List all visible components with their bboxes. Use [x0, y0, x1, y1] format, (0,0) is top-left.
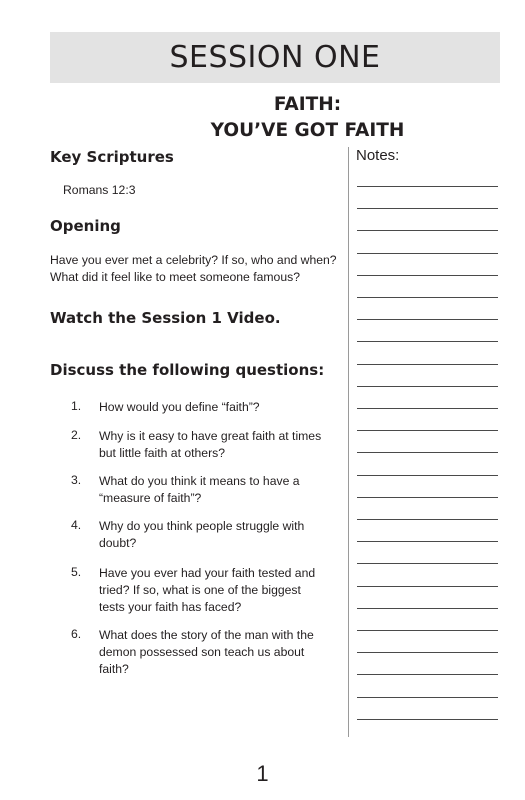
question-text-line: “measure of faith”? — [99, 491, 202, 505]
question-text-line: but little faith at others? — [99, 446, 226, 460]
question-text-line: doubt? — [99, 536, 137, 550]
question-number: 4. — [71, 518, 82, 532]
note-writing-line — [357, 719, 498, 720]
opening-text-line-2: What did it feel like to meet someone famous? — [50, 270, 300, 284]
session-title: SESSION ONE — [169, 40, 381, 75]
lesson-title-line-2: YOU’VE GOT FAITH — [210, 120, 405, 141]
note-writing-line — [357, 652, 498, 653]
note-writing-line — [357, 519, 498, 520]
note-writing-line — [357, 475, 498, 476]
scripture-reference: Romans 12:3 — [63, 183, 136, 197]
key-scriptures-heading: Key Scriptures — [50, 148, 174, 166]
note-writing-line — [357, 541, 498, 542]
note-writing-line — [357, 275, 498, 276]
note-writing-line — [357, 186, 498, 187]
note-writing-line — [357, 253, 498, 254]
question-text — [99, 473, 349, 507]
note-writing-line — [357, 319, 498, 320]
question-text-line: What do you think it means to have a — [99, 474, 300, 488]
lesson-title-line-1: FAITH: — [273, 94, 342, 115]
note-writing-line — [357, 630, 498, 631]
note-writing-line — [357, 430, 498, 431]
note-writing-line — [357, 208, 498, 209]
note-writing-line — [357, 386, 498, 387]
question-number: 5. — [71, 565, 82, 579]
note-writing-line — [357, 563, 498, 564]
question-text-line: tried? If so, what is one of the biggest — [99, 583, 301, 597]
column-divider — [348, 147, 349, 737]
question-text — [99, 518, 349, 552]
question-text — [99, 627, 349, 678]
question-text — [99, 399, 349, 416]
question-text-line: Have you ever had your faith tested and — [99, 566, 316, 580]
note-writing-line — [357, 586, 498, 587]
notes-label: Notes: — [356, 147, 400, 164]
question-number: 2. — [71, 428, 82, 442]
opening-text-line-1: Have you ever met a celebrity? If so, who and when? — [50, 253, 337, 267]
question-text — [99, 565, 349, 616]
note-writing-line — [357, 497, 498, 498]
discuss-heading: Discuss the following questions: — [50, 361, 325, 379]
opening-heading: Opening — [50, 217, 121, 235]
note-writing-line — [357, 341, 498, 342]
note-writing-line — [357, 697, 498, 698]
question-text-line: tests your faith has faced? — [99, 600, 242, 614]
page-number: 1 — [256, 761, 269, 786]
question-text-line: faith? — [99, 662, 129, 676]
question-number: 1. — [71, 399, 82, 413]
question-number: 3. — [71, 473, 82, 487]
question-text-line: How would you define “faith”? — [99, 400, 260, 414]
question-text-line: Why do you think people struggle with — [99, 519, 305, 533]
question-text-line: Why is it easy to have great faith at times — [99, 429, 322, 443]
question-text — [99, 428, 349, 462]
note-writing-line — [357, 674, 498, 675]
session-header-bar — [50, 32, 500, 83]
note-writing-line — [357, 408, 498, 409]
question-number: 6. — [71, 627, 82, 641]
note-writing-line — [357, 230, 498, 231]
watch-video-instruction: Watch the Session 1 Video. — [50, 309, 281, 327]
note-writing-line — [357, 297, 498, 298]
note-writing-line — [357, 364, 498, 365]
question-text-line: demon possessed son teach us about — [99, 645, 305, 659]
question-text-line: What does the story of the man with the — [99, 628, 314, 642]
note-writing-line — [357, 452, 498, 453]
note-writing-line — [357, 608, 498, 609]
